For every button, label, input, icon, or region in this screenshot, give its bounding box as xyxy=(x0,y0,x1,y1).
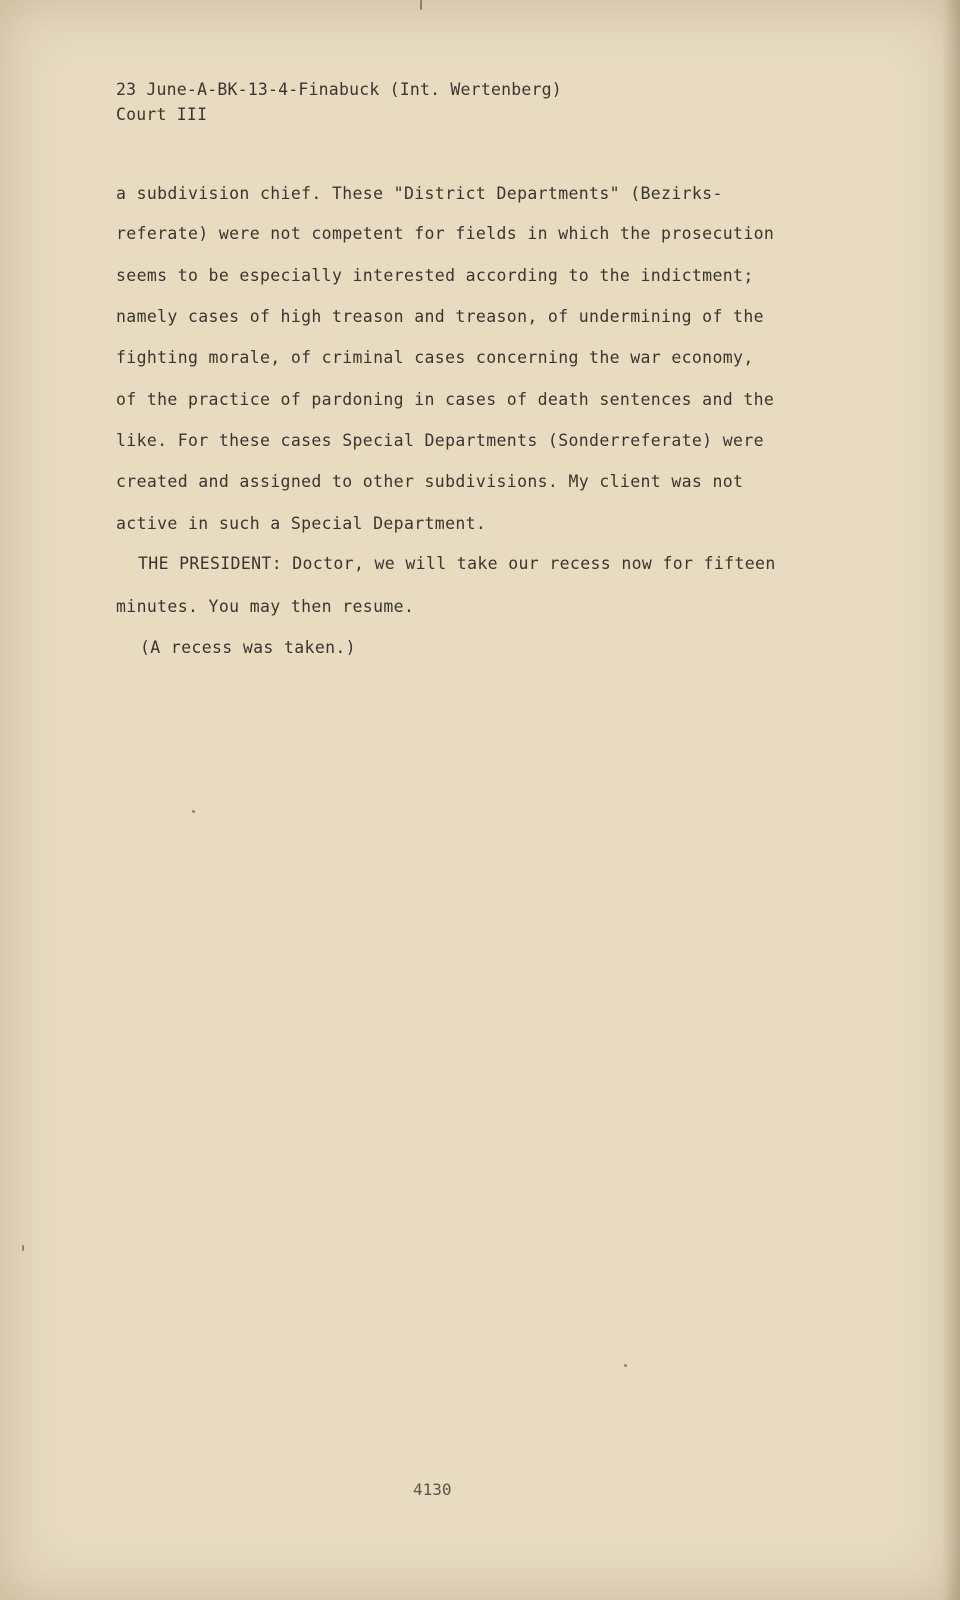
paper-speck xyxy=(192,810,195,813)
body-line: a subdivision chief. These "District Departments" (Bezirks- xyxy=(116,184,723,203)
body-line: namely cases of high treason and treason, of undermining of the xyxy=(116,307,764,326)
paper-speck xyxy=(624,1364,627,1367)
header-line-1: 23 June-A-BK-13-4-Finabuck (Int. Wertenberg) xyxy=(116,80,562,99)
body-line: referate) were not competent for fields in which the prosecution xyxy=(116,224,775,243)
header-line-2: Court III xyxy=(116,105,208,124)
body-line: active in such a Special Department. xyxy=(116,514,487,533)
recess-note: (A recess was taken.) xyxy=(140,638,356,657)
body-line: fighting morale, of criminal cases concerning the war economy, xyxy=(116,348,754,367)
paper-speck xyxy=(22,1245,24,1251)
body-line: created and assigned to other subdivisions. My client was not xyxy=(116,472,744,491)
paper-speck xyxy=(420,0,422,10)
body-line: of the practice of pardoning in cases of death sentences and the xyxy=(116,390,775,409)
page-number: 4130 xyxy=(413,1480,452,1499)
body-line: seems to be especially interested according to the indictment; xyxy=(116,266,754,285)
president-statement: THE PRESIDENT: Doctor, we will take our recess now for fifteen xyxy=(138,554,776,573)
body-line: like. For these cases Special Departments (Sonderreferate) were xyxy=(116,431,764,450)
body-line: minutes. You may then resume. xyxy=(116,597,415,616)
